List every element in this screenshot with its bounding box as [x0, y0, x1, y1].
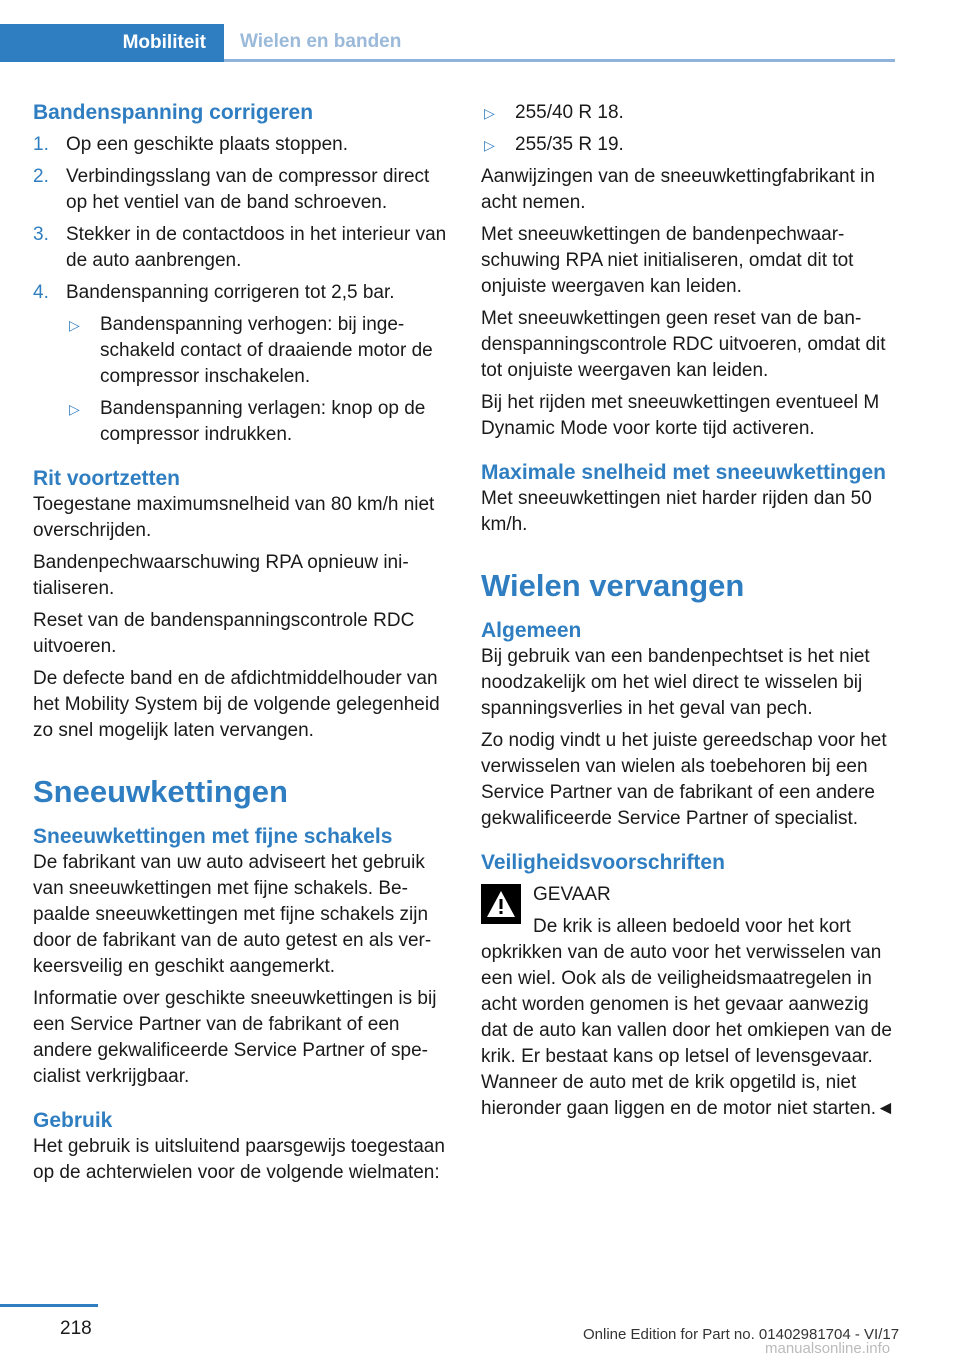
- tab-mobiliteit[interactable]: Mobiliteit: [0, 24, 224, 62]
- paragraph: Bandenpechwaarschuwing RPA opnieuw initialiseren.: [33, 552, 409, 599]
- paragraph: Reset van de bandenspanningscontrole RDC uitvoeren.: [33, 610, 415, 657]
- footer-accent-line: [0, 1304, 98, 1307]
- paragraph: Het gebruik is uitsluitend paarsgewijs toegestaan op de achterwielen voor de volgende wielmaten:: [33, 1136, 445, 1183]
- tab-wielen-en-banden[interactable]: Wielen en banden: [224, 24, 895, 62]
- list-item: ▷ Bandenspanning verlagen: knop op de compressor indrukken.: [69, 398, 426, 445]
- heading-fijne-schakels: Sneeuwkettingen met fijne schakels: [33, 825, 393, 848]
- heading-gebruik: Gebruik: [33, 1109, 113, 1132]
- page-number: 218: [60, 1318, 92, 1339]
- paragraph: De defecte band en de afdichtmiddelhouder van het Mobility System bij de volgende gelegenheid zo snel mogelijk laten vervangen.: [33, 668, 440, 741]
- bullet-icon: ▷: [69, 317, 80, 333]
- bullet-icon: ▷: [484, 137, 495, 153]
- heading-bandenspanning: Bandenspanning corrigeren: [33, 101, 314, 124]
- list-item: ▷ 255/40 R 18.: [481, 100, 896, 126]
- heading-sneeuwkettingen: Sneeuwkettingen: [33, 774, 288, 809]
- paragraph: Bij gebruik van een bandenpechtset is het niet noodzakelijk om het wiel direct te wisselen bij spanningsverlies in het geval van pech.: [481, 646, 870, 719]
- list-item: 1. Op een geschikte plaats stoppen.: [33, 134, 349, 155]
- paragraph: Aanwijzingen van de sneeuwkettingfabrikant in acht nemen.: [481, 166, 875, 213]
- list-item: ▷ 255/35 R 19.: [481, 132, 896, 158]
- warning-triangle-icon: [481, 884, 521, 924]
- heading-maximale-snelheid: Maximale snelheid met sneeuwkettingen: [481, 461, 886, 484]
- chapter-tabs: [0, 24, 895, 62]
- paragraph: Met sneeuwkettingen geen reset van de bandenspanningscontrole RDC uitvoeren, omdat dit tot onjuiste weergaven kan leiden.: [481, 308, 886, 381]
- substeps-list: [33, 312, 448, 448]
- wheel-sizes-list: [481, 100, 896, 158]
- steps-list: [33, 132, 448, 306]
- paragraph: Informatie over geschikte sneeuwkettingen is bij een Service Partner van de fabrikant of een andere gekwalificeerde Service Partner of specialist verkrijgbaar.: [33, 988, 437, 1087]
- warning-title: GEVAAR: [533, 884, 611, 905]
- list-item: 2. Verbindingsslang van de compressor direct op het ventiel van de band schroeven.: [33, 166, 430, 213]
- heading-veiligheidsvoorschriften: Veiligheidsvoorschriften: [481, 851, 725, 874]
- paragraph: De fabrikant van uw auto adviseert het gebruik van sneeuwkettingen met fijne schakels. Bepaalde sneeuwkettingen met fijne schakels zijn door de fabrikant van de auto getest en als verkeersveilig en geschikt aangemerkt.: [33, 852, 432, 977]
- paragraph: Bij het rijden met sneeuwkettingen eventueel M Dynamic Mode voor korte tijd activeren.: [481, 392, 880, 439]
- warning-box: [481, 882, 896, 1122]
- bullet-icon: ▷: [69, 401, 80, 417]
- right-column: [481, 100, 896, 1128]
- heading-algemeen: Algemeen: [481, 619, 582, 642]
- bullet-icon: ▷: [484, 105, 495, 121]
- list-item: ▷ Bandenspanning verhogen: bij ingeschakeld contact of draaiende motor de compressor inschakelen.: [69, 314, 433, 387]
- heading-wielen-vervangen: Wielen vervangen: [481, 568, 745, 603]
- paragraph: Toegestane maximumsnelheid van 80 km/h niet overschrijden.: [33, 494, 435, 541]
- edition-text: Online Edition for Part no. 01402981704 - VI/17: [583, 1326, 900, 1343]
- paragraph: Met sneeuwkettingen niet harder rijden dan 50 km/h.: [481, 488, 872, 535]
- list-item: 3. Stekker in de contactdoos in het interieur van de auto aanbrengen.: [33, 224, 447, 271]
- warning-text: De krik is alleen bedoeld voor het kort opkrikken van de auto voor het verwisselen van een wiel. Ook als de veiligheidsmaatregelen in acht worden genomen is het gevaar aanwezig dat de auto kan vallen door het omkiepen van de krik. Er bestaat kans op letsel of levensgevaar. Wanneer de auto met de krik opgetild is, niet hieronder gaan liggen en de motor niet starten.◄: [481, 916, 895, 1119]
- list-item: 4. Bandenspanning corrigeren tot 2,5 bar.: [33, 282, 395, 303]
- heading-rit-voortzetten: Rit voortzetten: [33, 467, 180, 490]
- paragraph: Met sneeuwkettingen de bandenpechwaarschuwing RPA niet initialiseren, omdat dit tot onjuiste weergaven kan leiden.: [481, 224, 854, 297]
- watermark: manualsonline.info: [765, 1340, 891, 1357]
- left-column: [33, 100, 448, 1192]
- paragraph: Zo nodig vindt u het juiste gereedschap voor het verwisselen van wielen als toebehoren bij een Service Partner van de fabrikant of een andere gekwalificeerde Service Partner of specialist.: [481, 730, 887, 829]
